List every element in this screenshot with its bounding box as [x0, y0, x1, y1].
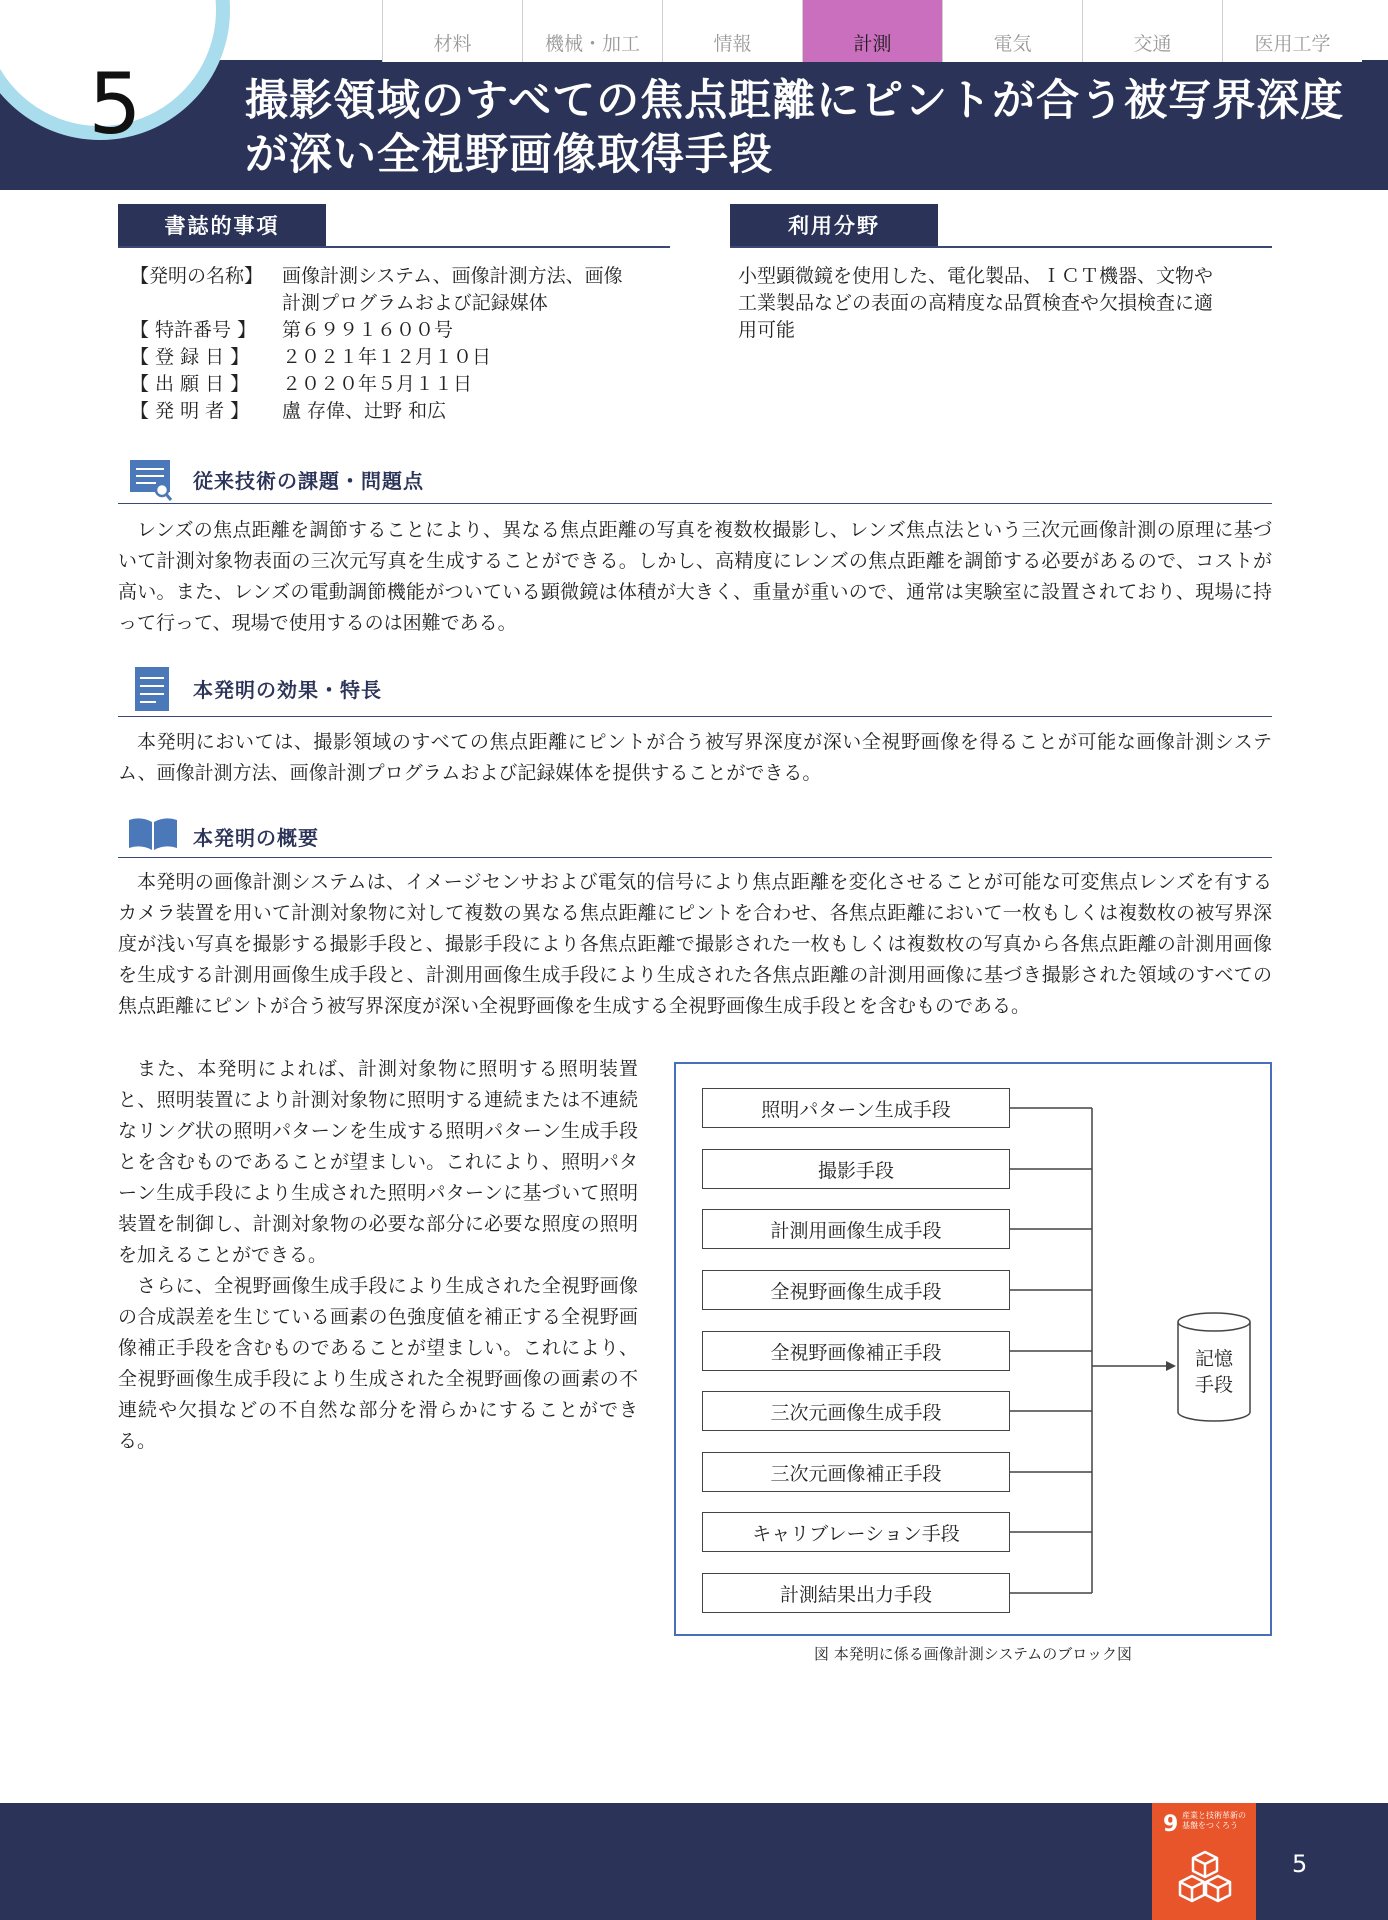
title-line-1: 撮影領域のすべての焦点距離にピントが合う被写界深度 [245, 76, 1345, 126]
bib-row [130, 317, 662, 344]
block-lighting-pattern: 照明パターン生成手段 [702, 1088, 1010, 1128]
magnifier-document-icon [128, 458, 174, 502]
storage-label [1178, 1346, 1250, 1398]
bib-row [130, 263, 662, 290]
effects-rule [118, 716, 1272, 717]
application-text [738, 263, 1272, 344]
tab-materials[interactable]: 材料 [382, 0, 522, 62]
bib-row [130, 290, 662, 317]
tab-transport[interactable]: 交通 [1082, 0, 1222, 62]
overview-paragraph-2: また、本発明によれば、計測対象物に照明する照明装置と、照明装置により計測対象物に照明する連続または不連続なリング状の照明パターンを生成する照明パターン生成手段とを含むものであることが望ましい。これにより、照明パターン生成手段により生成された照明パターンに基づいて照明装置を制御し、計測対象物の必要な部分に必要な照度の照明を加えることができる。 [118, 1058, 638, 1266]
bib-label: 【 出 願 日 】 [130, 373, 250, 395]
figure-caption: 図 本発明に係る画像計測システムのブロック図 [814, 1645, 1132, 1663]
application-line: 小型顕微鏡を使用した、電化製品、ＩＣＴ機器、文物や [738, 265, 1214, 287]
prior-art-paragraph: レンズの焦点距離を調節することにより、異なる焦点距離の写真を複数枚撮影し、レンズ焦点法という三次元画像計測の原理に基づいて計測対象物表面の三次元写真を生成することができる。しかし、高精度にレンズの焦点距離を調節する必要があるので、コストが高い。また、レンズの電動調節機能がついている顕微鏡は体積が大きく、重量が重いので、通常は実験室に設置されており、現場に持って行って、現場で使用するのは困難である。 [118, 519, 1272, 634]
block-result-output: 計測結果出力手段 [702, 1573, 1010, 1613]
effects-text [118, 727, 1272, 789]
overview-text [118, 867, 1272, 1022]
bib-row [130, 398, 662, 425]
overview-paragraph-1: 本発明の画像計測システムは、イメージセンサおよび電気的信号により焦点距離を変化させることが可能な可変焦点レンズを有するカメラ装置を用いて計測対象物に対して複数の異なる焦点距離にピントを合わせ、各焦点距離において一枚もしくは複数枚の被写界深度が浅い写真を撮影する撮影手段と、撮影手段により各焦点距離で撮影された一枚もしくは複数枚の写真から各焦点距離の計測用画像を生成する計測用画像生成手段と、計測用画像生成手段により生成された各焦点距離の計測用画像に基づき撮影された領域のすべての焦点距離にピントが合う被写界深度が深い全視野画像を生成する全視野画像生成手段とを含むものである。 [118, 871, 1272, 1017]
bibliographic-heading: 書誌的事項 [118, 204, 326, 246]
application-rule [730, 246, 1272, 248]
bib-value: ２０２０年５月１１日 [282, 373, 473, 395]
overview-text-left [118, 1054, 638, 1457]
sdg-number: 9 [1163, 1812, 1179, 1837]
bib-value: 計測プログラムおよび記録媒体 [282, 292, 548, 314]
block-3d-generation: 三次元画像生成手段 [702, 1391, 1010, 1431]
bib-label: 【発明の名称】 [130, 265, 264, 287]
tab-medical[interactable]: 医用工学 [1222, 0, 1362, 62]
bib-value: 画像計測システム、画像計測方法、画像 [282, 265, 623, 287]
bib-label: 【 発 明 者 】 [130, 400, 250, 422]
bib-label: 【 特許番号 】 [130, 319, 257, 341]
page-number: 5 [1292, 1850, 1308, 1878]
overview-heading: 本発明の概要 [193, 826, 319, 850]
bib-label [130, 290, 282, 317]
block-measurement-image: 計測用画像生成手段 [702, 1209, 1010, 1249]
section-number: 5 [88, 55, 142, 153]
prior-art-heading: 従来技術の課題・問題点 [193, 469, 424, 493]
block-full-field-correction: 全視野画像補正手段 [702, 1331, 1010, 1371]
block-imaging: 撮影手段 [702, 1149, 1010, 1189]
bib-value: ２０２１年１２月１０日 [282, 346, 492, 368]
bib-row [130, 344, 662, 371]
page-title [245, 74, 1345, 182]
block-3d-correction: 三次元画像補正手段 [702, 1452, 1010, 1492]
storage-label-line-1: 記憶 [1194, 1348, 1233, 1370]
tab-information[interactable]: 情報 [662, 0, 802, 62]
block-full-field-generation: 全視野画像生成手段 [702, 1270, 1010, 1310]
storage-label-line-2: 手段 [1194, 1374, 1233, 1396]
block-diagram [674, 1062, 1272, 1636]
effects-heading: 本発明の効果・特長 [193, 678, 382, 702]
cubes-icon [1178, 1848, 1232, 1908]
tab-mechanical[interactable]: 機械・加工 [522, 0, 662, 62]
bibliographic-rule [118, 246, 670, 248]
category-tabs [382, 0, 1362, 62]
prior-art-rule [118, 503, 1272, 504]
bib-value: 盧 存偉、辻野 和広 [282, 400, 447, 422]
tab-measurement[interactable]: 計測 [802, 0, 942, 62]
sdg-text: 産業と技術革新の基盤をつくろう [1182, 1811, 1246, 1830]
block-calibration: キャリブレーション手段 [702, 1512, 1010, 1552]
tab-electrical[interactable]: 電気 [942, 0, 1082, 62]
application-line: 工業製品などの表面の高精度な品質検査や欠損検査に適 [738, 292, 1214, 314]
effects-paragraph: 本発明においては、撮影領域のすべての焦点距離にピントが合う被写界深度が深い全視野画像を得ることが可能な画像計測システム、画像計測方法、画像計測プログラムおよび記録媒体を提供することができる。 [118, 731, 1272, 784]
overview-paragraph-3: さらに、全視野画像生成手段により生成された全視野画像の合成誤差を生じている画素の色強度値を補正する全視野画像補正手段を含むものであることが望ましい。これにより、全視野画像生成手段により生成された全視野画像の画素の不連続や欠損などの不自然な部分を滑らかにすることができる。 [118, 1275, 638, 1452]
bib-row [130, 371, 662, 398]
open-book-icon [127, 816, 179, 852]
application-heading: 利用分野 [730, 204, 938, 246]
application-line: 用可能 [738, 319, 796, 341]
title-line-2: が深い全視野画像取得手段 [245, 130, 773, 180]
bib-label: 【 登 録 日 】 [130, 346, 250, 368]
document-icon [134, 666, 170, 712]
bib-value: 第６９９１６００号 [282, 319, 454, 341]
bibliographic-list [130, 263, 662, 425]
prior-art-text [118, 515, 1272, 639]
overview-rule [118, 857, 1272, 858]
